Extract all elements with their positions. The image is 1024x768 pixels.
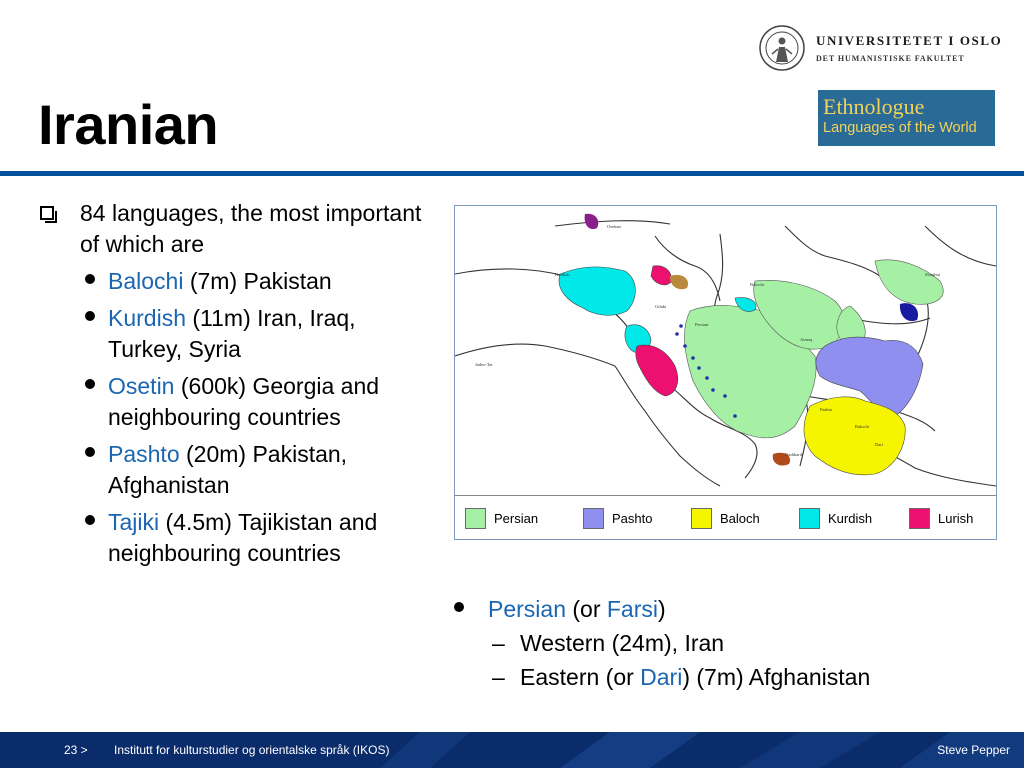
language-name: Osetin [108, 373, 175, 399]
map-legend [455, 495, 996, 539]
university-name: UNIVERSITETET I OSLO [816, 33, 1003, 48]
language-detail: (600k) Georgia and neighbouring countries [108, 373, 380, 430]
bullet-icon [85, 379, 95, 389]
text-segment: Eastern (or [520, 664, 641, 690]
ethnologue-subtitle: Languages of the World [823, 120, 977, 136]
svg-text:Bashkardi: Bashkardi [785, 452, 804, 457]
bullet-icon [85, 311, 95, 321]
checkbox-bullet-icon [40, 206, 54, 220]
page-title: Iranian [38, 93, 219, 156]
intro-text: 84 languages, the most important of which are [80, 200, 422, 257]
legend-label: Persian [494, 511, 539, 526]
language-name: Balochi [108, 268, 184, 294]
bullet-icon [85, 515, 95, 525]
svg-text:Pashto: Pashto [820, 407, 833, 412]
svg-text:Balochi: Balochi [855, 424, 869, 429]
list-item-kurdish [38, 303, 428, 365]
institute-name: Institutt for kulturstudier og orientalske språk (IKOS) [114, 743, 390, 757]
bullet-icon [454, 602, 464, 612]
svg-text:Judeo-Tat: Judeo-Tat [475, 362, 493, 367]
slide-number: 23 > [64, 743, 88, 757]
university-seal-icon [758, 24, 806, 72]
legend-swatch [583, 508, 604, 529]
svg-text:Persian: Persian [695, 322, 709, 327]
university-logo [758, 20, 1018, 76]
svg-text:Aimaq: Aimaq [800, 337, 813, 342]
text-segment: ) (7m) Afghanistan [682, 664, 871, 690]
map-illustration [455, 206, 996, 494]
language-name: Persian [488, 596, 566, 622]
language-detail: (20m) Pakistan, Afghanistan [108, 441, 348, 498]
list-intro [38, 198, 428, 260]
language-name: Pashto [108, 441, 180, 467]
legend-item-persian [465, 508, 538, 529]
bullet-icon [85, 447, 95, 457]
svg-text:Gilaki: Gilaki [655, 304, 667, 309]
legend-item-lurish [909, 508, 973, 529]
legend-item-kurdish [799, 508, 872, 529]
language-name: Dari [640, 664, 683, 690]
list-item-persian [452, 592, 1012, 626]
language-name: Farsi [606, 596, 658, 622]
svg-text:Kurdish: Kurdish [555, 272, 570, 277]
svg-text:Dari: Dari [875, 442, 883, 447]
language-name: Tajiki [108, 509, 160, 535]
legend-swatch [909, 508, 930, 529]
footer-bar [0, 732, 1024, 768]
legend-item-baloch [691, 508, 760, 529]
language-detail: (11m) Iran, Iraq, Turkey, Syria [108, 305, 356, 362]
language-detail: (7m) Pakistan [183, 268, 332, 294]
list-item-eastern [452, 660, 1012, 694]
ethnologue-logo [818, 90, 995, 146]
faculty-name: DET HUMANISTISKE FAKULTET [816, 54, 965, 63]
ethnologue-title: Ethnologue [823, 94, 925, 119]
legend-item-pashto [583, 508, 652, 529]
language-list [38, 198, 428, 569]
text-segment: (or [565, 596, 607, 622]
dash-bullet: – [492, 664, 505, 690]
language-name: Kurdish [108, 305, 186, 331]
legend-label: Pashto [612, 511, 653, 526]
list-item-tajiki [38, 507, 428, 569]
list-item-western [452, 626, 1012, 660]
legend-label: Kurdish [828, 511, 873, 526]
list-item-balochi [38, 266, 428, 297]
legend-swatch [465, 508, 486, 529]
list-item-osetin [38, 371, 428, 433]
legend-swatch [799, 508, 820, 529]
title-divider [0, 171, 1024, 176]
list-item-pashto [38, 439, 428, 501]
persian-list [452, 592, 1012, 694]
legend-label: Baloch [720, 511, 760, 526]
variety-text: Western (24m), Iran [520, 630, 725, 656]
bullet-icon [85, 274, 95, 284]
svg-text:Balochi: Balochi [750, 282, 764, 287]
svg-text:Shughni: Shughni [925, 272, 941, 277]
language-detail: (4.5m) Tajikistan and neighbouring countries [108, 509, 378, 566]
legend-swatch [691, 508, 712, 529]
legend-label: Lurish [938, 511, 974, 526]
iranian-languages-map [454, 205, 997, 540]
svg-text:Osetian: Osetian [607, 224, 621, 229]
author-name: Steve Pepper [937, 743, 1010, 757]
text-segment: ) [658, 596, 666, 622]
dash-bullet: – [492, 630, 505, 656]
